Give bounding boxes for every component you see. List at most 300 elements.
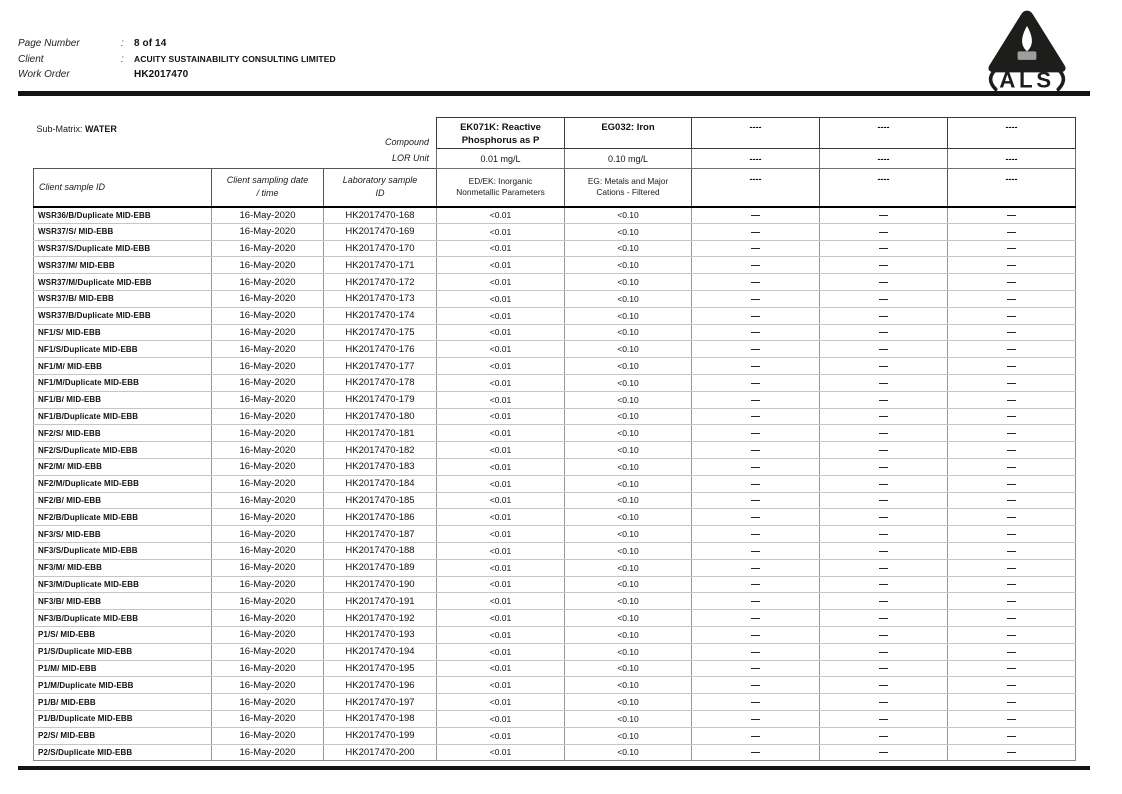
empty-value-cell: — [692, 425, 820, 442]
empty-value-cell: — [948, 593, 1076, 610]
table-row [34, 710, 1076, 727]
reactive-phosphorus-value-cell: <0.01 [437, 626, 565, 643]
empty-value-cell: — [692, 207, 820, 224]
lab-sample-id-cell: HK2017470-196 [324, 677, 437, 694]
table-row [34, 207, 1076, 224]
empty-value-cell: — [820, 425, 948, 442]
lab-sample-id-cell: HK2017470-184 [324, 475, 437, 492]
iron-value-cell: <0.10 [565, 425, 692, 442]
client-sample-id-cell: WSR37/S/ MID-EBB [34, 223, 212, 240]
reactive-phosphorus-value-cell: <0.01 [437, 391, 565, 408]
table-row [34, 610, 1076, 627]
empty-value-cell: — [692, 223, 820, 240]
table-row [34, 307, 1076, 324]
empty-value-cell: — [692, 677, 820, 694]
compound-name-1: EK071K: Reactive Phosphorus as P [437, 118, 565, 149]
client-sample-id-cell: NF3/M/ MID-EBB [34, 559, 212, 576]
empty-value-cell: — [692, 307, 820, 324]
sampling-date-header-line2: / time [256, 188, 279, 199]
empty-value-cell: — [948, 643, 1076, 660]
client-sample-id-cell: NF2/S/ MID-EBB [34, 425, 212, 442]
reactive-phosphorus-value-cell: <0.01 [437, 442, 565, 459]
sub-matrix-value: WATER [85, 123, 117, 134]
empty-value-cell: — [820, 458, 948, 475]
empty-value-cell: — [692, 576, 820, 593]
empty-value-cell: — [820, 509, 948, 526]
sampling-date-cell: 16-May-2020 [212, 475, 324, 492]
lor-value-3: ---- [692, 149, 820, 169]
client-sample-id-cell: WSR37/M/Duplicate MID-EBB [34, 274, 212, 291]
table-row [34, 727, 1076, 744]
method-group-1 [437, 169, 565, 207]
reactive-phosphorus-value-cell: <0.01 [437, 425, 565, 442]
sampling-date-cell: 16-May-2020 [212, 677, 324, 694]
sampling-date-header [212, 169, 324, 207]
page-number-value: 8 of 14 [134, 38, 167, 49]
empty-value-cell: — [948, 207, 1076, 224]
table-row [34, 341, 1076, 358]
empty-value-cell: — [948, 509, 1076, 526]
lab-sample-id-cell: HK2017470-188 [324, 542, 437, 559]
table-row [34, 744, 1076, 761]
empty-value-cell: — [948, 307, 1076, 324]
lab-sample-id-cell: HK2017470-194 [324, 643, 437, 660]
empty-value-cell: — [692, 710, 820, 727]
empty-value-cell: — [692, 744, 820, 761]
method-group-5: ---- [948, 169, 1076, 207]
empty-value-cell: — [692, 593, 820, 610]
iron-value-cell: <0.10 [565, 542, 692, 559]
empty-value-cell: — [692, 643, 820, 660]
iron-value-cell: <0.10 [565, 307, 692, 324]
page-number-row [18, 38, 336, 54]
empty-value-cell: — [948, 559, 1076, 576]
empty-value-cell: — [948, 257, 1076, 274]
iron-value-cell: <0.10 [565, 358, 692, 375]
lab-sample-id-cell: HK2017470-175 [324, 324, 437, 341]
client-sample-id-cell: NF3/S/Duplicate MID-EBB [34, 542, 212, 559]
lab-sample-id-cell: HK2017470-195 [324, 660, 437, 677]
lab-sample-id-header [324, 169, 437, 207]
reactive-phosphorus-value-cell: <0.01 [437, 475, 565, 492]
reactive-phosphorus-value-cell: <0.01 [437, 458, 565, 475]
client-sample-id-cell: WSR37/B/ MID-EBB [34, 290, 212, 307]
empty-value-cell: — [948, 744, 1076, 761]
lab-sample-id-cell: HK2017470-185 [324, 492, 437, 509]
table-row [34, 492, 1076, 509]
sampling-date-cell: 16-May-2020 [212, 610, 324, 627]
table-row [34, 526, 1076, 543]
table-row [34, 290, 1076, 307]
reactive-phosphorus-value-cell: <0.01 [437, 526, 565, 543]
sampling-date-header-line1: Client sampling date [226, 175, 309, 186]
empty-value-cell: — [948, 274, 1076, 291]
empty-value-cell: — [948, 660, 1076, 677]
client-sample-id-cell: NF3/M/Duplicate MID-EBB [34, 576, 212, 593]
empty-value-cell: — [692, 274, 820, 291]
empty-value-cell: — [692, 442, 820, 459]
client-sample-id-cell: NF1/M/Duplicate MID-EBB [34, 374, 212, 391]
iron-value-cell: <0.10 [565, 391, 692, 408]
client-sample-id-cell: P1/B/ MID-EBB [34, 694, 212, 711]
sampling-date-cell: 16-May-2020 [212, 643, 324, 660]
iron-value-cell: <0.10 [565, 677, 692, 694]
empty-value-cell: — [820, 257, 948, 274]
sampling-date-cell: 16-May-2020 [212, 408, 324, 425]
empty-value-cell: — [948, 710, 1076, 727]
client-sample-id-cell: NF3/B/ MID-EBB [34, 593, 212, 610]
table-row [34, 677, 1076, 694]
sub-matrix [34, 118, 324, 149]
client-sample-id-cell: WSR37/B/Duplicate MID-EBB [34, 307, 212, 324]
empty-value-cell: — [948, 358, 1076, 375]
lab-sample-id-header-line1: Laboratory sample [342, 175, 418, 186]
sampling-date-cell: 16-May-2020 [212, 274, 324, 291]
lab-sample-id-cell: HK2017470-198 [324, 710, 437, 727]
client-sample-id-cell: NF1/S/ MID-EBB [34, 324, 212, 341]
lab-sample-id-cell: HK2017470-173 [324, 290, 437, 307]
sampling-date-cell: 16-May-2020 [212, 257, 324, 274]
empty-value-cell: — [820, 358, 948, 375]
empty-value-cell: — [948, 475, 1076, 492]
empty-value-cell: — [948, 408, 1076, 425]
iron-value-cell: <0.10 [565, 576, 692, 593]
empty-value-cell: — [948, 727, 1076, 744]
client-sample-id-cell: NF1/B/Duplicate MID-EBB [34, 408, 212, 425]
sampling-date-cell: 16-May-2020 [212, 425, 324, 442]
empty-value-cell: — [820, 240, 948, 257]
client-sample-id-cell: NF2/B/Duplicate MID-EBB [34, 509, 212, 526]
spacer-cell [34, 149, 324, 169]
reactive-phosphorus-value-cell: <0.01 [437, 710, 565, 727]
empty-value-cell: — [820, 593, 948, 610]
empty-value-cell: — [948, 626, 1076, 643]
sampling-date-cell: 16-May-2020 [212, 744, 324, 761]
empty-value-cell: — [820, 207, 948, 224]
empty-value-cell: — [948, 610, 1076, 627]
iron-value-cell: <0.10 [565, 710, 692, 727]
empty-value-cell: — [948, 290, 1076, 307]
table-row [34, 374, 1076, 391]
sampling-date-cell: 16-May-2020 [212, 542, 324, 559]
table-row [34, 391, 1076, 408]
client-sample-id-header: Client sample ID [34, 169, 212, 207]
page-info-block [18, 38, 336, 85]
lab-sample-id-cell: HK2017470-183 [324, 458, 437, 475]
table-row [34, 442, 1076, 459]
client-sample-id-cell: P2/S/Duplicate MID-EBB [34, 744, 212, 761]
iron-value-cell: <0.10 [565, 526, 692, 543]
iron-value-cell: <0.10 [565, 257, 692, 274]
method-group-2-line1: EG: Metals and Major [587, 176, 669, 187]
empty-value-cell: — [820, 391, 948, 408]
client-sample-id-cell: NF3/B/Duplicate MID-EBB [34, 610, 212, 627]
empty-value-cell: — [692, 559, 820, 576]
empty-value-cell: — [948, 374, 1076, 391]
iron-value-cell: <0.10 [565, 324, 692, 341]
lab-sample-id-cell: HK2017470-179 [324, 391, 437, 408]
empty-value-cell: — [948, 526, 1076, 543]
table-row [34, 643, 1076, 660]
sub-matrix-label: Sub-Matrix: [36, 123, 83, 134]
sampling-date-cell: 16-May-2020 [212, 593, 324, 610]
reactive-phosphorus-value-cell: <0.01 [437, 677, 565, 694]
method-group-4: ---- [820, 169, 948, 207]
empty-value-cell: — [820, 727, 948, 744]
sampling-date-cell: 16-May-2020 [212, 710, 324, 727]
lab-sample-id-cell: HK2017470-168 [324, 207, 437, 224]
empty-value-cell: — [820, 576, 948, 593]
sampling-date-cell: 16-May-2020 [212, 492, 324, 509]
work-order-row [18, 69, 336, 85]
empty-value-cell: — [820, 475, 948, 492]
iron-value-cell: <0.10 [565, 274, 692, 291]
table-row [34, 626, 1076, 643]
sampling-date-cell: 16-May-2020 [212, 391, 324, 408]
empty-value-cell: — [692, 626, 820, 643]
client-sample-id-cell: WSR37/M/ MID-EBB [34, 257, 212, 274]
reactive-phosphorus-value-cell: <0.01 [437, 660, 565, 677]
lab-sample-id-cell: HK2017470-172 [324, 274, 437, 291]
empty-value-cell: — [820, 274, 948, 291]
empty-value-cell: — [692, 727, 820, 744]
iron-value-cell: <0.10 [565, 492, 692, 509]
empty-value-cell: — [820, 677, 948, 694]
column-header-row [34, 169, 1076, 207]
empty-value-cell: — [692, 257, 820, 274]
empty-value-cell: — [692, 341, 820, 358]
lor-value-2: 0.10 mg/L [565, 149, 692, 169]
sampling-date-cell: 16-May-2020 [212, 207, 324, 224]
client-sample-id-cell: WSR37/S/Duplicate MID-EBB [34, 240, 212, 257]
client-value: ACUITY SUSTAINABILITY CONSULTING LIMITED [134, 53, 336, 64]
lab-sample-id-cell: HK2017470-177 [324, 358, 437, 375]
reactive-phosphorus-value-cell: <0.01 [437, 408, 565, 425]
empty-value-cell: — [948, 576, 1076, 593]
sampling-date-cell: 16-May-2020 [212, 458, 324, 475]
compound-header-row [34, 118, 1076, 149]
sampling-date-cell: 16-May-2020 [212, 660, 324, 677]
lab-sample-id-cell: HK2017470-197 [324, 694, 437, 711]
lab-sample-id-header-line2: ID [375, 188, 385, 199]
iron-value-cell: <0.10 [565, 374, 692, 391]
empty-value-cell: — [820, 408, 948, 425]
table-row [34, 542, 1076, 559]
iron-value-cell: <0.10 [565, 626, 692, 643]
empty-value-cell: — [820, 710, 948, 727]
reactive-phosphorus-value-cell: <0.01 [437, 576, 565, 593]
client-label: Client [18, 53, 44, 65]
iron-value-cell: <0.10 [565, 593, 692, 610]
lab-sample-id-cell: HK2017470-193 [324, 626, 437, 643]
empty-value-cell: — [820, 643, 948, 660]
empty-value-cell: — [820, 290, 948, 307]
empty-value-cell: — [948, 324, 1076, 341]
reactive-phosphorus-value-cell: <0.01 [437, 223, 565, 240]
empty-value-cell: — [820, 694, 948, 711]
sampling-date-cell: 16-May-2020 [212, 240, 324, 257]
table-row [34, 694, 1076, 711]
reactive-phosphorus-value-cell: <0.01 [437, 744, 565, 761]
als-logo-text: ALS [999, 67, 1055, 92]
page-bottom-rule [18, 766, 1090, 770]
empty-value-cell: — [948, 341, 1076, 358]
lab-sample-id-cell: HK2017470-192 [324, 610, 437, 627]
sampling-date-cell: 16-May-2020 [212, 223, 324, 240]
client-sample-id-cell: NF1/M/ MID-EBB [34, 358, 212, 375]
empty-value-cell: — [820, 374, 948, 391]
reactive-phosphorus-value-cell: <0.01 [437, 643, 565, 660]
sampling-date-cell: 16-May-2020 [212, 694, 324, 711]
iron-value-cell: <0.10 [565, 458, 692, 475]
iron-value-cell: <0.10 [565, 643, 692, 660]
work-order-value: HK2017470 [134, 69, 189, 80]
work-order-label: Work Order [18, 69, 70, 80]
sampling-date-cell: 16-May-2020 [212, 727, 324, 744]
lab-sample-id-cell: HK2017470-190 [324, 576, 437, 593]
lor-unit-row [34, 149, 1076, 169]
reactive-phosphorus-value-cell: <0.01 [437, 307, 565, 324]
sampling-date-cell: 16-May-2020 [212, 290, 324, 307]
compound-name-2: EG032: Iron [565, 118, 692, 149]
iron-value-cell: <0.10 [565, 744, 692, 761]
lab-sample-id-cell: HK2017470-182 [324, 442, 437, 459]
compound-name-5: ---- [948, 118, 1076, 149]
lab-sample-id-cell: HK2017470-187 [324, 526, 437, 543]
reactive-phosphorus-value-cell: <0.01 [437, 358, 565, 375]
table-row [34, 358, 1076, 375]
lab-sample-id-cell: HK2017470-200 [324, 744, 437, 761]
iron-value-cell: <0.10 [565, 408, 692, 425]
empty-value-cell: — [692, 408, 820, 425]
empty-value-cell: — [948, 391, 1076, 408]
lab-sample-id-cell: HK2017470-178 [324, 374, 437, 391]
iron-value-cell: <0.10 [565, 610, 692, 627]
empty-value-cell: — [948, 240, 1076, 257]
client-sample-id-cell: P1/S/Duplicate MID-EBB [34, 643, 212, 660]
empty-value-cell: — [820, 559, 948, 576]
reactive-phosphorus-value-cell: <0.01 [437, 374, 565, 391]
lor-value-1: 0.01 mg/L [437, 149, 565, 169]
method-group-3: ---- [692, 169, 820, 207]
iron-value-cell: <0.10 [565, 207, 692, 224]
reactive-phosphorus-value-cell: <0.01 [437, 290, 565, 307]
reactive-phosphorus-value-cell: <0.01 [437, 509, 565, 526]
table-row [34, 425, 1076, 442]
table-row [34, 660, 1076, 677]
client-row [18, 54, 336, 70]
table-row [34, 324, 1076, 341]
iron-value-cell: <0.10 [565, 727, 692, 744]
client-sample-id-cell: NF2/M/Duplicate MID-EBB [34, 475, 212, 492]
empty-value-cell: — [820, 492, 948, 509]
sampling-date-cell: 16-May-2020 [212, 307, 324, 324]
iron-value-cell: <0.10 [565, 660, 692, 677]
method-group-1-line1: ED/EK: Inorganic [468, 176, 533, 187]
empty-value-cell: — [692, 694, 820, 711]
empty-value-cell: — [948, 542, 1076, 559]
empty-value-cell: — [948, 425, 1076, 442]
iron-value-cell: <0.10 [565, 223, 692, 240]
method-group-2-line2: Cations - Filtered [596, 187, 660, 198]
reactive-phosphorus-value-cell: <0.01 [437, 610, 565, 627]
client-sample-id-cell: WSR36/B/Duplicate MID-EBB [34, 207, 212, 224]
lor-unit-label: LOR Unit [391, 153, 429, 164]
empty-value-cell: — [820, 660, 948, 677]
empty-value-cell: — [948, 694, 1076, 711]
client-sample-id-cell: P1/S/ MID-EBB [34, 626, 212, 643]
compound-label: Compound [384, 136, 429, 147]
reactive-phosphorus-value-cell: <0.01 [437, 207, 565, 224]
table-row [34, 458, 1076, 475]
table-row [34, 576, 1076, 593]
iron-value-cell: <0.10 [565, 694, 692, 711]
empty-value-cell: — [820, 744, 948, 761]
lab-sample-id-cell: HK2017470-180 [324, 408, 437, 425]
page-number-label: Page Number [18, 38, 80, 49]
method-group-2 [565, 169, 692, 207]
table-row [34, 593, 1076, 610]
sampling-date-cell: 16-May-2020 [212, 509, 324, 526]
lab-sample-id-cell: HK2017470-170 [324, 240, 437, 257]
sampling-date-cell: 16-May-2020 [212, 341, 324, 358]
iron-value-cell: <0.10 [565, 341, 692, 358]
lab-sample-id-cell: HK2017470-199 [324, 727, 437, 744]
empty-value-cell: — [820, 442, 948, 459]
reactive-phosphorus-value-cell: <0.01 [437, 341, 565, 358]
als-logo [982, 8, 1072, 97]
separator: : [121, 53, 124, 65]
table-row [34, 475, 1076, 492]
separator: : [121, 38, 124, 49]
empty-value-cell: — [692, 492, 820, 509]
lor-value-5: ---- [948, 149, 1076, 169]
empty-value-cell: — [820, 341, 948, 358]
reactive-phosphorus-value-cell: <0.01 [437, 274, 565, 291]
empty-value-cell: — [820, 526, 948, 543]
empty-value-cell: — [820, 324, 948, 341]
table-row [34, 559, 1076, 576]
empty-value-cell: — [820, 610, 948, 627]
client-sample-id-cell: NF2/S/Duplicate MID-EBB [34, 442, 212, 459]
sampling-date-cell: 16-May-2020 [212, 374, 324, 391]
lab-sample-id-cell: HK2017470-176 [324, 341, 437, 358]
table-row [34, 509, 1076, 526]
reactive-phosphorus-value-cell: <0.01 [437, 727, 565, 744]
empty-value-cell: — [948, 677, 1076, 694]
iron-value-cell: <0.10 [565, 240, 692, 257]
empty-value-cell: — [948, 223, 1076, 240]
sampling-date-cell: 16-May-2020 [212, 559, 324, 576]
table-row [34, 408, 1076, 425]
empty-value-cell: — [820, 626, 948, 643]
table-row [34, 257, 1076, 274]
client-sample-id-cell: NF2/M/ MID-EBB [34, 458, 212, 475]
reactive-phosphorus-value-cell: <0.01 [437, 559, 565, 576]
iron-value-cell: <0.10 [565, 475, 692, 492]
iron-value-cell: <0.10 [565, 509, 692, 526]
empty-value-cell: — [692, 458, 820, 475]
lab-sample-id-cell: HK2017470-189 [324, 559, 437, 576]
method-group-1-line2: Nonmetallic Parameters [456, 187, 545, 198]
lab-sample-id-cell: HK2017470-191 [324, 593, 437, 610]
client-sample-id-cell: NF2/B/ MID-EBB [34, 492, 212, 509]
table-row [34, 240, 1076, 257]
header-divider-rule [18, 91, 1090, 96]
empty-value-cell: — [948, 442, 1076, 459]
empty-value-cell: — [692, 542, 820, 559]
iron-value-cell: <0.10 [565, 290, 692, 307]
